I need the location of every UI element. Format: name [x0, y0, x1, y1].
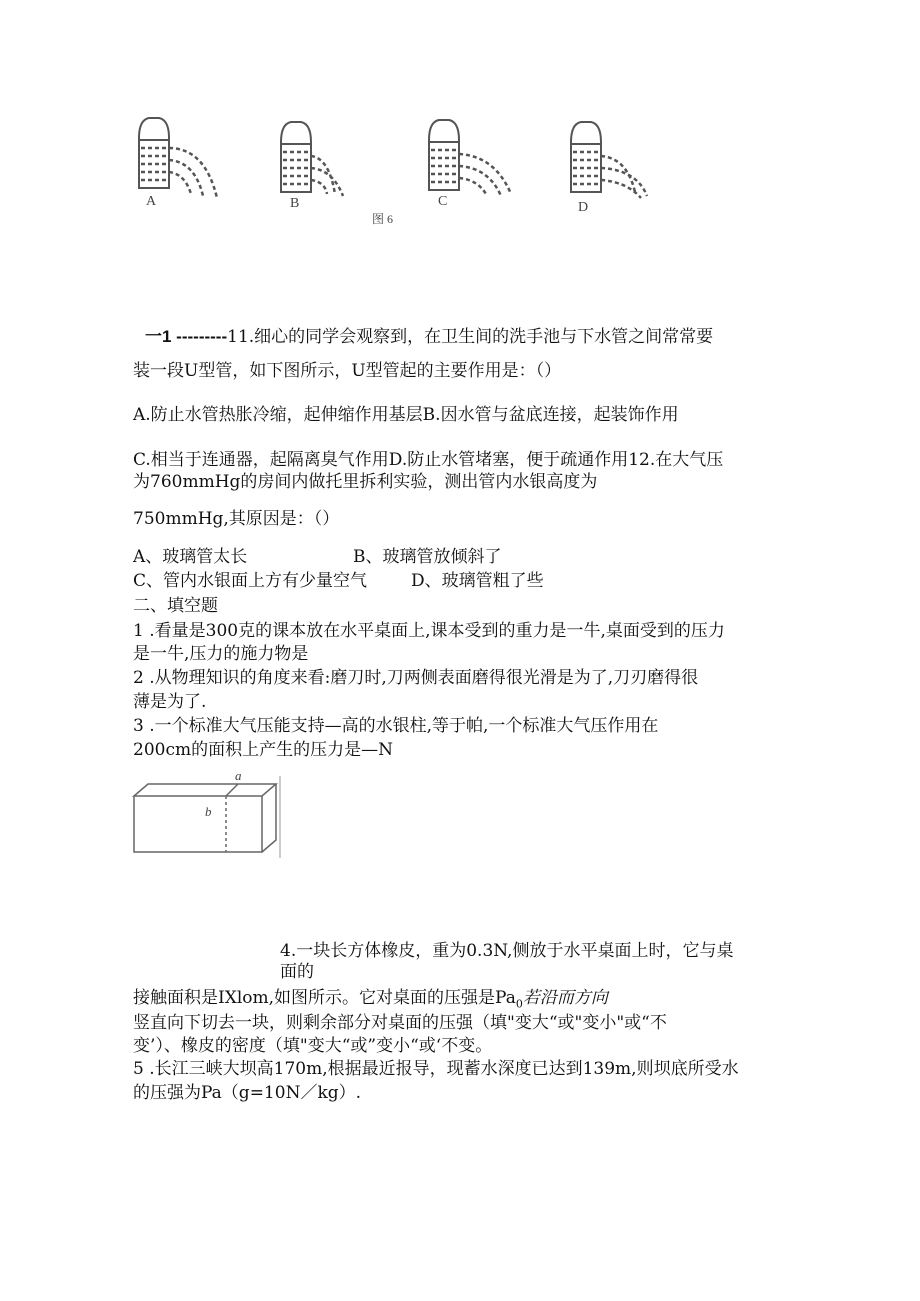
fill-4-line-1b: 面的: [280, 962, 314, 982]
q11-line-1: [145, 326, 713, 348]
q12-line-1: 为760mmHg的房间内做托里拆利实验，测出管内水银高度为: [133, 472, 598, 492]
q12-option-d: D、玻璃管粗了些: [411, 571, 544, 591]
fill-1-line-1: 1 .看量是300克的课本放在水平桌面上,课本受到的重力是一牛,桌面受到的压力: [133, 621, 725, 641]
q12-line-2: 750mmHg,其原因是：（）: [133, 509, 340, 529]
q11-line-2: 装一段U型管，如下图所示，U型管起的主要作用是：（）: [133, 361, 562, 381]
fill-4-subscript: 0: [515, 997, 523, 1011]
figure-6-label-b: B: [290, 196, 300, 211]
q11-text-1: 11.细心的同学会观察到，在卫生间的洗手池与下水管之间常常要: [227, 327, 714, 347]
q11-options-ab: A.防止水管热胀冷缩，起伸缩作用基层B.因水管与盆底连接，起装饰作用: [133, 405, 679, 425]
figure-6-caption: 图 6: [372, 212, 394, 226]
section-2-title: 二、填空题: [133, 596, 218, 616]
fill-2-line-1: 2 .从物理知识的角度来看:磨刀时,刀两侧表面磨得很光滑是为了,刀刃磨得很: [133, 668, 699, 688]
fill-5-line-1: 5 .长江三峡大坝高170m,根据最近报导，现蓄水深度已达到139m,则坝底所受水: [133, 1059, 739, 1079]
fill-1-line-2: 是一牛,压力的施力物是: [133, 644, 309, 664]
eraser-label-a: a: [235, 768, 242, 783]
fill-4-line-3: 竖直向下切去一块，则剩余部分对桌面的压强（填"变大“或"变小"或“不: [133, 1013, 667, 1033]
container-b: [281, 122, 343, 196]
fill-2-line-2: 薄是为了.: [133, 692, 207, 712]
fill-4-line-1: 4.一块长方体橡皮，重为0.3N,侧放于水平桌面上时，它与桌: [280, 941, 734, 961]
figure-6-label-a: A: [146, 194, 157, 209]
q12-option-b: B、玻璃管放倾斜了: [353, 547, 502, 567]
fill-5-line-2: 的压强为Pa（g=10N／kg）.: [133, 1083, 362, 1103]
figure-6-label-c: C: [438, 194, 448, 209]
q12-option-c: C、管内水银面上方有少量空气: [133, 571, 368, 591]
fill-4-text-2b: 若沿而方向: [522, 988, 608, 1008]
q12-option-a: A、玻璃管太长: [133, 547, 248, 567]
figure-6-label-d: D: [578, 200, 589, 215]
fill-4-text-2a: 接触面积是IXlom,如图所示。它对桌面的压强是Pa: [133, 988, 516, 1008]
q11-options-cd: C.相当于连通器，起隔离臭气作用D.防止水管堵塞，便于疏通作用12.在大气压: [133, 450, 724, 470]
fill-4-line-4: 变’）、橡皮的密度（填"变大“或”变小“或‘不变。: [133, 1036, 493, 1056]
container-a: [139, 118, 217, 198]
fill-3-line-1: 3 .一个标准大气压能支持—高的水银柱,等于帕,一个标准大气压作用在: [133, 716, 659, 736]
fill-3-line-2: 200cm的面积上产生的压力是—N: [133, 740, 393, 760]
q11-prefix: 一1 ---------: [145, 327, 228, 346]
container-d: [571, 122, 647, 198]
container-c: [429, 120, 511, 196]
eraser-label-b: b: [205, 804, 212, 819]
